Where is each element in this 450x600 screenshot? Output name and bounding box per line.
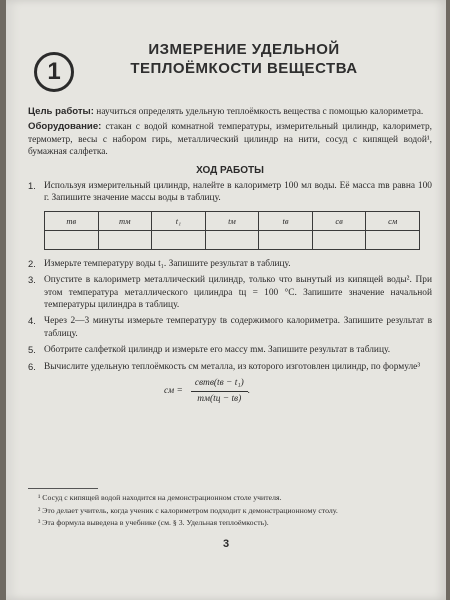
table-cell	[259, 230, 313, 249]
formula-tail: .	[247, 385, 251, 396]
step-text: Через 2—3 минуты измерьте температуру tв содержимого калориметра. Запишите результат в таблицу.	[44, 316, 432, 339]
measurements-table	[44, 211, 420, 250]
step-item	[28, 315, 432, 340]
goal-paragraph	[28, 106, 432, 118]
step-number: 3.	[28, 274, 36, 286]
table-header-row	[45, 211, 420, 230]
table-cell	[98, 230, 152, 249]
table-cell	[152, 230, 206, 249]
table-header-cell: mм	[98, 211, 152, 230]
step-number: 4.	[28, 315, 36, 327]
table-header-cell: cв	[312, 211, 366, 230]
table-cell	[312, 230, 366, 249]
step-item	[28, 258, 432, 270]
page-number: 3	[222, 538, 230, 550]
formula-lhs: cм =	[164, 385, 183, 396]
table-header-cell: tм	[205, 211, 259, 230]
formula-denominator: mм(tц − tв)	[197, 393, 242, 404]
footnote: ¹ Сосуд с кипящей водой находится на демонстрационном столе учителя.	[38, 493, 282, 502]
goal-label: Цель работы:	[28, 106, 94, 117]
table-cell	[205, 230, 259, 249]
step-item	[28, 180, 432, 205]
step-item	[28, 274, 432, 311]
table-cell	[45, 230, 99, 249]
footnote: ³ Эта формула выведена в учебнике (см. § 3. Удельная теплоёмкость).	[38, 518, 269, 527]
formula-numerator: cвmв(tв − t₁)	[191, 377, 248, 391]
step-item	[28, 344, 432, 356]
table-header-cell: mв	[45, 211, 99, 230]
lab-number: 1	[47, 58, 61, 85]
lab-body	[28, 106, 432, 405]
step-text: Оботрите салфеткой цилиндр и измерьте его массу mм. Запишите результат в таблицу.	[44, 345, 391, 356]
step-number: 5.	[28, 344, 36, 356]
step-item	[28, 361, 432, 373]
goal-text: научиться определять удельную теплоёмкость вещества с помощью калориметра.	[93, 107, 424, 117]
step-number: 6.	[28, 360, 36, 372]
footnote: ² Это делает учитель, когда ученик с калориметром подходит к демонстрационному столу.	[38, 505, 338, 515]
specific-heat-formula	[164, 377, 432, 405]
step-text: Вычислите удельную теплоёмкость cм металла, из которого изготовлен цилиндр, по формуле³	[44, 361, 421, 372]
step-text: Используя измерительный цилиндр, налейте в калориметр 100 мл воды. Её масса mв равна 100 г. Запишите значение массы воды в таблицу.	[44, 181, 432, 204]
equipment-text: стакан с водой комнатной температуры, измерительный цилиндр, калориметр, термометр, весы с набором гирь, металлический цилиндр на нити, сосуд с кипящей водой¹, бумажная салфетка.	[28, 122, 432, 158]
footnote-divider	[28, 488, 98, 489]
page-title	[114, 40, 374, 78]
workbook-page	[6, 0, 446, 600]
footnotes	[28, 493, 432, 531]
table-header-cell: t₁	[152, 211, 206, 230]
step-number: 2.	[28, 257, 36, 269]
step-number: 1.	[28, 180, 36, 192]
title-line-1: ИЗМЕРЕНИЕ УДЕЛЬНОЙ	[148, 41, 340, 58]
table-row	[45, 230, 420, 249]
table-header-cell: tв	[259, 211, 313, 230]
step-text: Опустите в калориметр металлический цилиндр, только что вынутый из кипящей воды². При этом температура металлического цилиндра tц = 100 °С. Запишите значение начальной температуры цилиндра в таблицу.	[44, 275, 432, 311]
step-text: Измерьте температуру воды t₁. Запишите результат в таблицу.	[44, 258, 291, 269]
equipment-label: Оборудование:	[28, 121, 102, 133]
equipment-paragraph	[28, 121, 432, 158]
title-line-2: ТЕПЛОЁМКОСТИ ВЕЩЕСТВА	[130, 60, 358, 77]
formula-fraction	[191, 377, 251, 405]
section-heading: ХОД РАБОТЫ	[196, 164, 264, 176]
table-header-cell: cм	[366, 211, 420, 230]
lab-number-badge	[34, 52, 74, 92]
table-cell	[366, 230, 420, 249]
